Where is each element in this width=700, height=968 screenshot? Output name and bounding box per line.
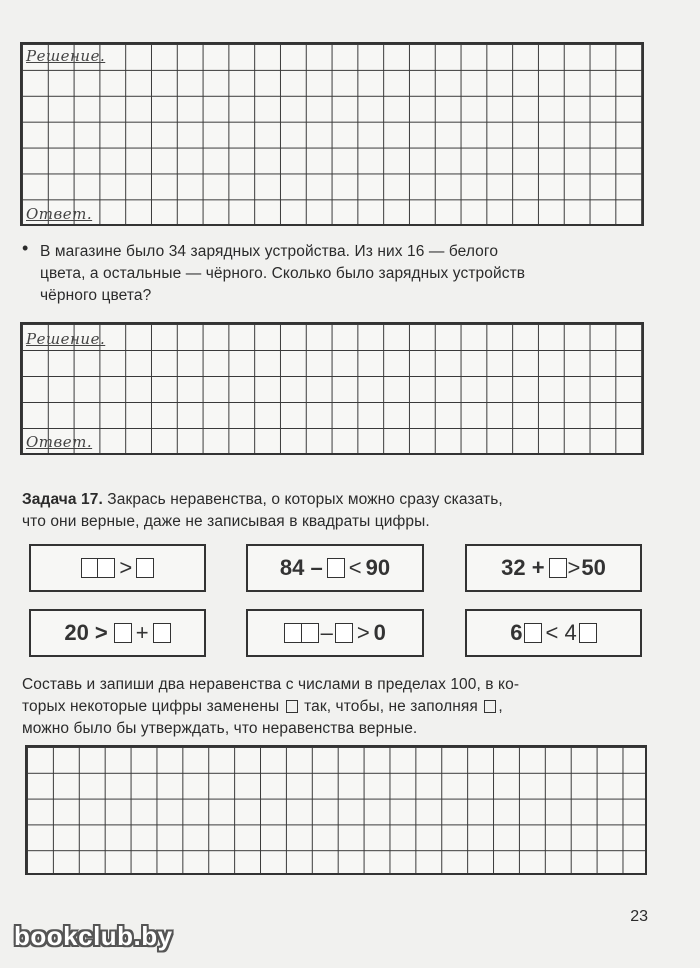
inequality-left: 6 (510, 620, 523, 645)
task17-line-1 (22, 489, 503, 511)
inequality-box-2[interactable] (246, 544, 424, 592)
compose-text-2a: торых некоторые цифры заменены (22, 698, 280, 715)
inequality-box-6[interactable] (465, 609, 642, 657)
watermark-logo: bookclub.by (14, 921, 173, 951)
answer-label-2: Ответ. (26, 433, 93, 451)
problem-line-1: В магазине было 34 зарядных устройства. Из них 16 — белого (40, 243, 499, 260)
operator: < 4 (545, 620, 577, 645)
digit-square (81, 558, 99, 578)
problem-line-3: чёрного цвета? (40, 287, 152, 304)
digit-square-icon (286, 700, 298, 713)
digit-square-icon (484, 700, 496, 713)
inequality-left: 84 – (279, 555, 323, 580)
compose-text-2b: так, чтобы, не заполняя (304, 698, 478, 715)
digit-square (284, 623, 302, 643)
digit-square (114, 623, 132, 643)
digit-square (549, 558, 567, 578)
operator: < (348, 555, 362, 580)
problem-line-2: цвета, а остальные — чёрного. Сколько было зарядных устройств (40, 265, 526, 282)
digit-square (97, 558, 115, 578)
compose-line-3: можно было бы утверждать, что неравенства верные. (22, 720, 418, 737)
digit-square (153, 623, 171, 643)
operator: > (356, 620, 370, 645)
inequality-right: 0 (373, 620, 386, 645)
digit-square (327, 558, 345, 578)
inequality-box-5[interactable] (246, 609, 424, 657)
solution-label-2: Решение. (26, 330, 106, 348)
page-number: 23 (630, 908, 648, 925)
compose-text-2c: , (498, 698, 503, 715)
operator: > (567, 555, 581, 580)
inequality-right: 50 (581, 555, 606, 580)
operator: > (119, 555, 133, 580)
inequality-left: 20 > (64, 620, 108, 645)
inequality-box-4[interactable] (29, 609, 206, 657)
answer-grid-2 (20, 322, 644, 455)
operator: + (135, 620, 149, 645)
digit-square (136, 558, 154, 578)
answer-grid-1 (20, 42, 644, 226)
digit-square (335, 623, 353, 643)
inequality-right: 90 (365, 555, 391, 580)
compose-line-1: Составь и запиши два неравенства с числами в пределах 100, в ко- (22, 676, 520, 693)
answer-label-1: Ответ. (26, 205, 93, 223)
task17-text-1: Закрась неравенства, о которых можно сразу сказать, (102, 491, 503, 508)
operator: – (320, 620, 333, 645)
inequality-box-3[interactable] (465, 544, 642, 592)
bullet-icon: • (22, 238, 29, 258)
task17-title: Задача 17. (22, 491, 103, 508)
digit-square (579, 623, 597, 643)
compose-line-2 (22, 696, 503, 718)
inequality-left: 32 + (501, 555, 545, 580)
inequality-box-1[interactable] (29, 544, 206, 592)
answer-grid-3 (25, 745, 647, 875)
task17-line-2: что они верные, даже не записывая в квадраты цифры. (22, 513, 430, 530)
solution-label-1: Решение. (26, 47, 106, 65)
digit-square (301, 623, 319, 643)
digit-square (524, 623, 542, 643)
